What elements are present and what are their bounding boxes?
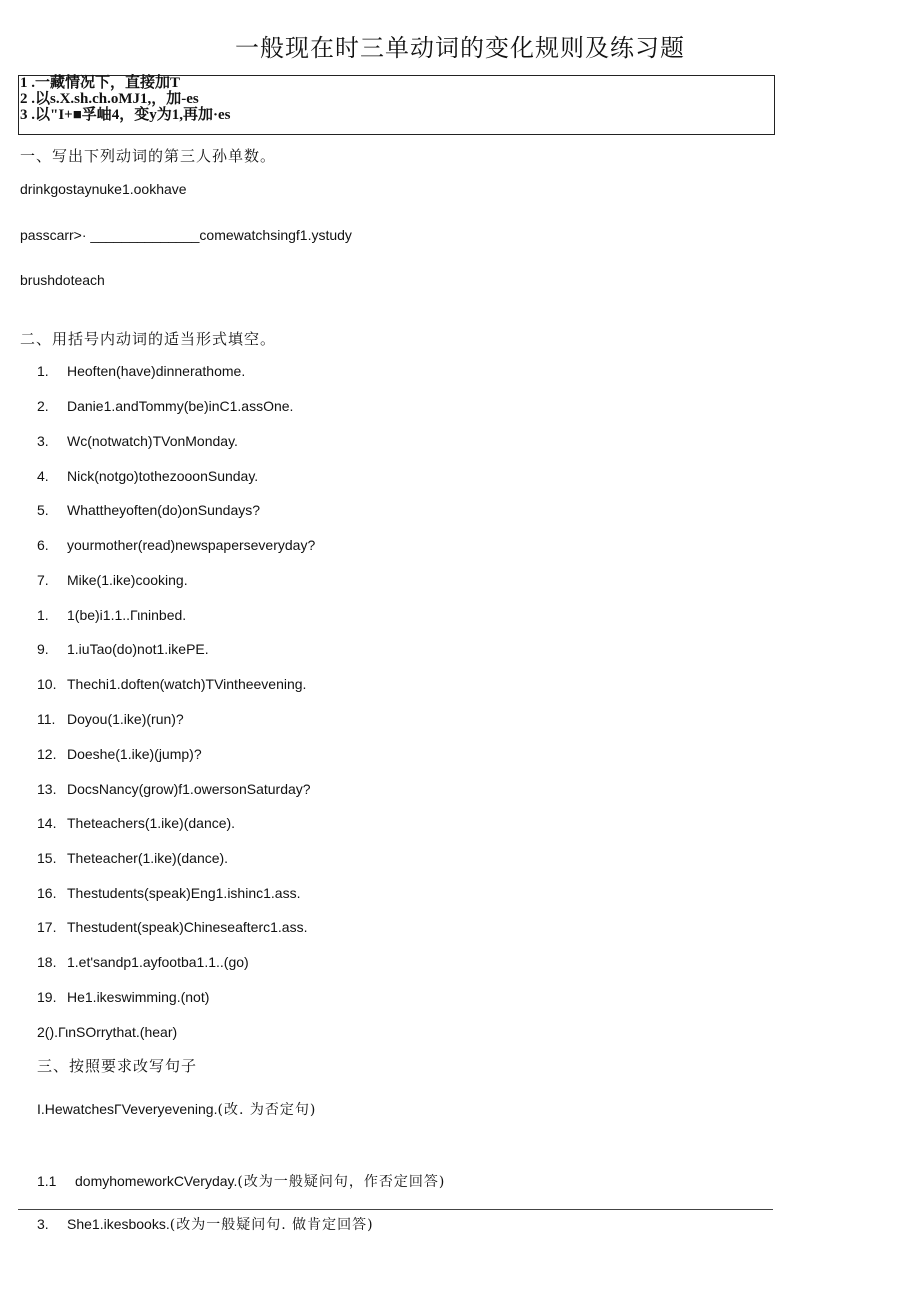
page-title: 一般现在时三单动词的变化规则及练习题 xyxy=(235,34,685,62)
question-instruction: (改为一般疑问句. 做肯定回答) xyxy=(169,1217,374,1233)
question-text: domyhomeworkCVeryday. xyxy=(75,1173,238,1189)
question-text: I.HewatchesΓVeveryevening. xyxy=(37,1101,218,1117)
item-number: 17. xyxy=(37,919,57,935)
item-text: Heoften(have)dinnerathome. xyxy=(67,363,246,379)
section-2-heading: 二、用括号内动词的适当形式填空。 xyxy=(20,330,277,348)
exercise-item xyxy=(37,989,209,1005)
exercise-item xyxy=(37,537,315,553)
rewrite-question-1 xyxy=(37,1099,316,1119)
item-text: 1.iuTao(do)not1.ikePE. xyxy=(67,641,209,657)
exercise-item-20: 2().ΓιnSOrrythat.(hear) xyxy=(37,1024,178,1040)
item-text: Thechi1.doften(watch)TVintheevening. xyxy=(67,676,307,692)
exercise-item xyxy=(37,641,209,657)
item-number: 18. xyxy=(37,954,57,970)
exercise-item xyxy=(37,850,228,866)
item-number: 3. xyxy=(37,433,49,449)
exercise-item xyxy=(37,676,306,692)
rule-2: 2 .以s.X.sh.ch.oMJ1,，加-es xyxy=(20,91,199,107)
exercise-item xyxy=(37,885,300,901)
item-number: 1. xyxy=(37,363,49,379)
exercise-item xyxy=(37,815,235,831)
item-number: 16. xyxy=(37,885,57,901)
item-text: Nick(notgo)tothezooonSunday. xyxy=(67,468,259,484)
rewrite-question-3 xyxy=(37,1214,374,1234)
item-text: Thestudent(speak)Chineseafterc1.ass. xyxy=(67,919,308,935)
question-instruction: (改为一般疑问句，作否定回答) xyxy=(237,1174,446,1190)
exercise-item xyxy=(37,607,186,623)
item-text: 1.et'sandp1.ayfootba1.1..(go) xyxy=(67,954,249,970)
item-text: yourmother(read)newspaperseveryday? xyxy=(67,537,316,553)
question-instruction: (改. 为否定句) xyxy=(217,1102,317,1118)
item-text: Danie1.andTommy(be)inC1.assOne. xyxy=(67,398,294,414)
exercise-item xyxy=(37,433,238,449)
answer-line xyxy=(18,1209,773,1210)
exercise-item xyxy=(37,746,202,762)
rule-3: 3 .以"I+■孚岫4，变y为1,再加·es xyxy=(20,107,231,123)
item-number: 7. xyxy=(37,572,49,588)
exercise-item xyxy=(37,502,260,518)
rule-1: 1 .一藏情况下，直接加T xyxy=(20,75,181,91)
rewrite-question-2 xyxy=(37,1171,445,1191)
exercise-item xyxy=(37,363,245,379)
item-number: 10. xyxy=(37,676,57,692)
item-number: 9. xyxy=(37,641,49,657)
section-1-heading: 一、写出下列动词的第三人孙单数。 xyxy=(20,147,277,165)
item-number: 5. xyxy=(37,502,49,518)
item-text: Wc(notwatch)TVonMonday. xyxy=(67,433,238,449)
section-3-heading: 三、按照要求改写句子 xyxy=(37,1057,198,1075)
item-number: 14. xyxy=(37,815,57,831)
item-text: Theteacher(1.ike)(dance). xyxy=(67,850,229,866)
item-number: 11. xyxy=(37,711,56,727)
item-text: He1.ikeswimming.(not) xyxy=(67,989,210,1005)
verb-line-3: brushdoteach xyxy=(20,272,105,288)
item-number: 3. xyxy=(37,1216,49,1232)
item-text: Doeshe(1.ike)(jump)? xyxy=(67,746,202,762)
exercise-item xyxy=(37,572,188,588)
exercise-item xyxy=(37,711,184,727)
item-number: 1.1 xyxy=(37,1173,57,1189)
item-text: Whattheyoften(do)onSundays? xyxy=(67,502,261,518)
item-number: 19. xyxy=(37,989,57,1005)
item-text: Thestudents(speak)Eng1.ishinc1.ass. xyxy=(67,885,301,901)
verb-line-1: drinkgostaynuke1.ookhave xyxy=(20,181,187,197)
item-text: Mike(1.ike)cooking. xyxy=(67,572,188,588)
verb-line-2: passcarr>· ______________comewatchsingf1.ystudy xyxy=(20,227,352,243)
exercise-item xyxy=(37,398,293,414)
item-number: 2. xyxy=(37,398,49,414)
exercise-item xyxy=(37,468,258,484)
exercise-item xyxy=(37,919,307,935)
item-number: 6. xyxy=(37,537,49,553)
item-number: 15. xyxy=(37,850,57,866)
item-text: Theteachers(1.ike)(dance). xyxy=(67,815,236,831)
item-number: 1. xyxy=(37,607,49,623)
item-text: Doyou(1.ike)(run)? xyxy=(67,711,184,727)
exercise-item xyxy=(37,781,311,797)
item-number: 4. xyxy=(37,468,49,484)
item-number: 12. xyxy=(37,746,57,762)
exercise-item xyxy=(37,954,249,970)
item-number: 13. xyxy=(37,781,57,797)
item-text: 1(be)i1.1..Γιninbed. xyxy=(67,607,187,623)
question-text: She1.ikesbooks. xyxy=(67,1216,170,1232)
item-text: DocsNancy(grow)f1.owersonSaturday? xyxy=(67,781,311,797)
